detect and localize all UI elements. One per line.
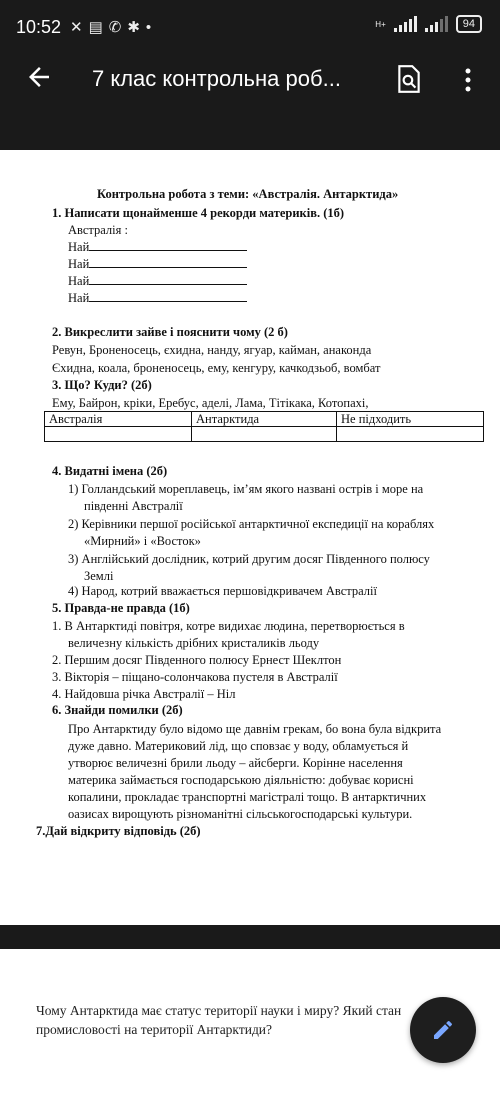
- more-vert-icon[interactable]: [458, 66, 478, 94]
- notification-icons: [70, 18, 157, 36]
- q5-title: 5. Правда-не правда (1б): [52, 601, 190, 615]
- status-time: 10:52: [16, 17, 62, 37]
- q2-line-2: Єхидна, коала, броненосець, ему, кенгуру, качкодзьоб, вомбат: [52, 361, 381, 375]
- q5-item-4: 4. Найдовша річка Австралії – Ніл: [52, 687, 236, 701]
- q5-item-3: 3. Вікторія – піщано-солончакова пустеля в Австралії: [52, 670, 338, 684]
- separator: [0, 925, 500, 949]
- network-type: H+: [375, 19, 386, 29]
- q1-blank-4: Най: [68, 290, 247, 306]
- q2-line-1: Ревун, Броненосець, єхидна, нанду, ягуар, кайман, анаконда: [52, 343, 372, 357]
- table-header-australia: Австралія: [45, 412, 192, 427]
- notification-muted-icon: ✕: [70, 19, 89, 36]
- message-icon: ▤: [88, 19, 109, 36]
- page-title: 7 клас контрольна роб...: [92, 66, 341, 91]
- table-header-other: Не підходить: [337, 412, 484, 427]
- app-bar: [0, 52, 500, 112]
- settings-icon: ✱: [127, 19, 146, 36]
- document-search-icon[interactable]: [396, 64, 422, 94]
- edit-button[interactable]: [410, 997, 476, 1063]
- q1-title: 1. Написати щонайменше 4 рекорди материків. (1б): [52, 206, 345, 220]
- q3-table: [44, 411, 484, 442]
- pencil-icon: [431, 1018, 455, 1042]
- q1-sub: Австралія :: [68, 223, 128, 237]
- q1-blank-1: Най: [68, 239, 247, 255]
- q4-item-2-cont: «Мирний» і «Восток»: [84, 534, 201, 548]
- q4-item-1: 1) Голландський мореплавець, ім’ям якого названі острів і море на: [68, 482, 424, 496]
- question-text: Чому Антарктида має статус території науки і миру? Який стан промисловості на території Антарктиди?: [36, 1003, 402, 1037]
- q4-item-3: 3) Англійський дослідник, котрий другим досяг Південного полюсу: [68, 552, 430, 566]
- q6-line-2: дуже давно. Материковий лід, що сповзає у воду, обламується й: [68, 739, 409, 753]
- q5-item-1-cont: величезну кількість дрібних кристаликів льоду: [68, 636, 320, 650]
- q6-title: 6. Знайди помилки (2б): [52, 703, 183, 717]
- q4-title: 4. Видатні імена (2б): [52, 464, 168, 478]
- q6-line-6: оазисах вирощують різноманітні сільськогосподарські культури.: [68, 807, 413, 821]
- q1-blank-2: Най: [68, 256, 247, 272]
- arrow-back-icon[interactable]: [24, 62, 54, 92]
- table-header-antarctica: Антарктида: [192, 412, 337, 427]
- q4-item-1-cont: південні Австралії: [84, 499, 183, 513]
- signal-icon-1: [394, 16, 417, 32]
- viber-icon: ✆: [108, 19, 128, 36]
- document-heading: Контрольна робота з теми: «Австралія. Антарктида»: [97, 187, 399, 201]
- document-image: [0, 150, 500, 925]
- q7-title: 7.Дай відкриту відповідь (2б): [36, 824, 201, 838]
- signal-icon-2: [425, 16, 448, 32]
- q6-line-4: материка займається господарською діяльністю: добуває корисні: [68, 773, 414, 787]
- q5-item-2: 2. Першим досяг Південного полюсу Ернест Шеклтон: [52, 653, 342, 667]
- dot-icon: •: [145, 19, 158, 36]
- battery-icon: 94: [456, 15, 482, 33]
- q2-title: 2. Викреслити зайве і пояснити чому (2 б): [52, 325, 288, 339]
- system-status: [375, 15, 482, 33]
- q6-line-3: утворює величезні брили льоду – айсберги. Корінне населення: [68, 756, 403, 770]
- q3-line: Ему, Байрон, кріки, Еребус, аделі, Лама, Тітікака, Котопахі,: [52, 396, 369, 410]
- q1-blank-3: Най: [68, 273, 247, 289]
- q4-item-3-cont: Землі: [84, 569, 114, 583]
- q6-line-5: копалини, прокладає транспортні магістралі тощо. В антарктичних: [68, 790, 427, 804]
- q4-item-4: 4) Народ, котрий вважається першовідкривачем Австралії: [68, 584, 377, 598]
- q5-item-1: 1. В Антарктиді повітря, котре видихає людина, перетворюється в: [52, 619, 405, 633]
- q3-title: 3. Що? Куди? (2б): [52, 378, 152, 392]
- q6-line-1: Про Антарктиду було відомо ще давнім грекам, бо вона була відкрита: [68, 722, 442, 736]
- status-bar: [0, 0, 500, 52]
- q4-item-2: 2) Керівники першої російської антарктичної експедиції на кораблях: [68, 517, 435, 531]
